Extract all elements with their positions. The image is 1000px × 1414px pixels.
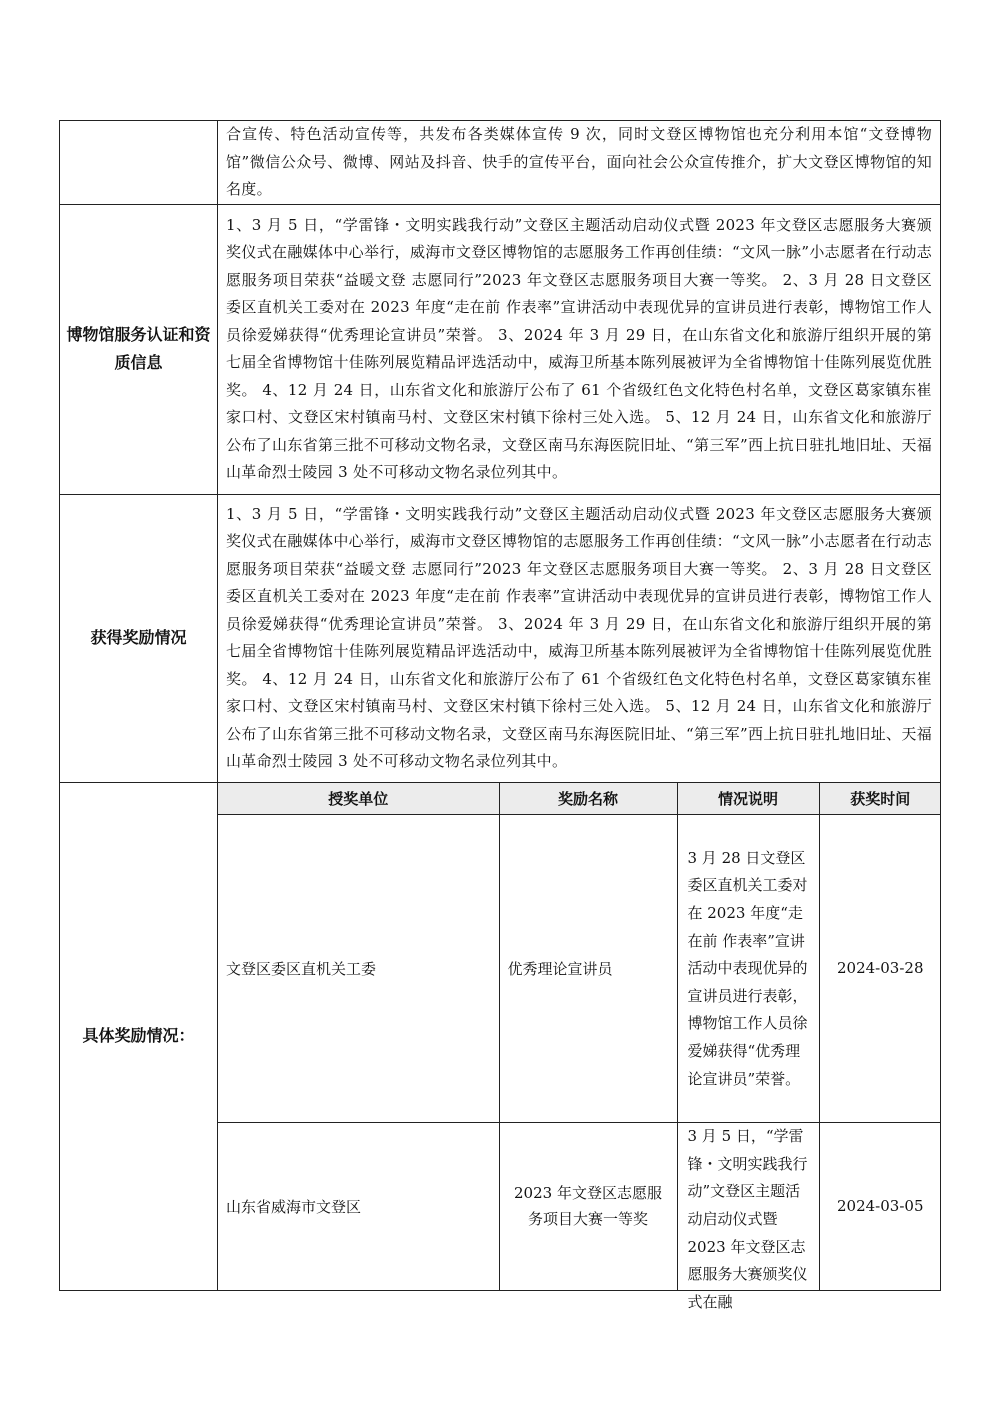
header-desc: 情况说明 (677, 783, 819, 815)
table-row (218, 1122, 941, 1290)
award-desc: 3 月 5 日，“学雷锋・文明实践我行动”文登区主题活动启动仪式暨 2023 年文登区志愿服务大赛颁奖仪式在融 (687, 1127, 808, 1311)
award-name: 优秀理论宣讲员 (499, 814, 677, 1122)
awards-summary-label: 获得奖励情况 (60, 494, 218, 782)
header-date: 获奖时间 (819, 783, 941, 815)
award-unit: 文登区委区直机关工委 (218, 814, 499, 1122)
award-name: 2023 年文登区志愿服务项目大赛一等奖 (499, 1122, 677, 1290)
awards-header-row (218, 783, 941, 815)
award-date: 2024-03-05 (819, 1122, 941, 1290)
row-label (60, 121, 218, 205)
certification-label: 博物馆服务认证和资质信息 (60, 204, 218, 494)
row-publicity (60, 121, 941, 205)
award-date: 2024-03-28 (819, 814, 941, 1122)
header-name: 奖励名称 (499, 783, 677, 815)
document-page (59, 120, 940, 1311)
award-desc: 3 月 28 日文登区委区直机关工委对在 2023 年度“走在前 作表率”宣讲活动中表现优异的宣讲员进行表彰，博物馆工作人员徐爱娣获得“优秀理论宣讲员”荣誉。 (677, 814, 819, 1122)
awards-detail-label: 具体奖励情况： (60, 782, 218, 1291)
row-certification (60, 204, 941, 494)
header-unit: 授奖单位 (218, 783, 499, 815)
awards-summary-text: 1、3 月 5 日，“学雷锋・文明实践我行动”文登区主题活动启动仪式暨 2023 年文登区志愿服务大赛颁奖仪式在融媒体中心举行，威海市文登区博物馆的志愿服务工作再创佳绩：“文风一脉”小志愿者在行动志愿服务项目荣获“益暖文登 志愿同行”2023 年文登区志愿服务项目大赛一等奖。 2、3 月 28 日文登区委区直机关工委对在 2023 年度“走在前 作表率”宣讲活动中表现优异的宣讲员进行表彰，博物馆工作人员徐爱娣获得“优秀理论宣讲员”荣誉。 3、2024 年 3 月 29 日，在山东省文化和旅游厅组织开展的第七届全省博物馆十佳陈列展览精品评选活动中，威海卫所基本陈列展被评为全省博物馆十佳陈列展览优胜奖。 4、12 月 24 日，山东省文化和旅游厅公布了 61 个省级红色文化特色村名单，文登区葛家镇东崔家口村、文登区宋村镇南马村、文登区宋村镇下徐村三处入选。 5、12 月 24 日，山东省文化和旅游厅公布了山东省第三批不可移动文物名录，文登区南马东海医院旧址、“第三军”西上抗日驻扎地旧址、天福山革命烈士陵园 3 处不可移动文物名录位列其中。 (218, 494, 941, 782)
certification-text: 1、3 月 5 日，“学雷锋・文明实践我行动”文登区主题活动启动仪式暨 2023 年文登区志愿服务大赛颁奖仪式在融媒体中心举行，威海市文登区博物馆的志愿服务工作再创佳绩：“文风一脉”小志愿者在行动志愿服务项目荣获“益暖文登 志愿同行”2023 年文登区志愿服务项目大赛一等奖。 2、3 月 28 日文登区委区直机关工委对在 2023 年度“走在前 作表率”宣讲活动中表现优异的宣讲员进行表彰，博物馆工作人员徐爱娣获得“优秀理论宣讲员”荣誉。 3、2024 年 3 月 29 日，在山东省文化和旅游厅组织开展的第七届全省博物馆十佳陈列展览精品评选活动中，威海卫所基本陈列展被评为全省博物馆十佳陈列展览优胜奖。 4、12 月 24 日，山东省文化和旅游厅公布了 61 个省级红色文化特色村名单，文登区葛家镇东崔家口村、文登区宋村镇南马村、文登区宋村镇下徐村三处入选。 5、12 月 24 日，山东省文化和旅游厅公布了山东省第三批不可移动文物名录，文登区南马东海医院旧址、“第三军”西上抗日驻扎地旧址、天福山革命烈士陵园 3 处不可移动文物名录位列其中。 (218, 204, 941, 494)
row-awards-detail (60, 782, 941, 1291)
awards-table (218, 783, 941, 1311)
row-awards-summary (60, 494, 941, 782)
table-row (218, 814, 941, 1122)
publicity-text: 合宣传、特色活动宣传等，共发布各类媒体宣传 9 次，同时文登区博物馆也充分利用本馆“文登博物馆”微信公众号、微博、网站及抖音、快手的宣传平台，面向社会公众宣传推介，扩大文登区博物馆的知名度。 (218, 121, 941, 205)
info-table (59, 120, 941, 1311)
award-unit: 山东省威海市文登区 (218, 1122, 499, 1290)
